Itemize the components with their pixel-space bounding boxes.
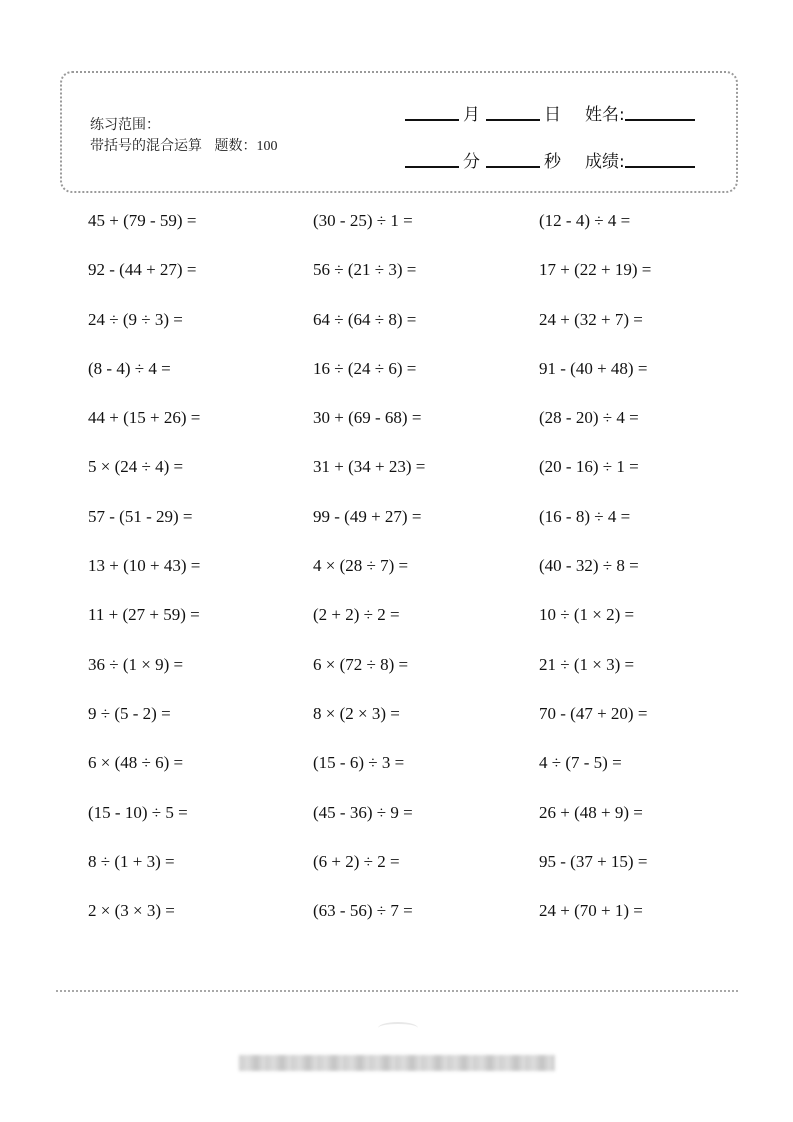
problem: 10 ÷ (1 × 2) =	[539, 605, 635, 625]
problem: (12 - 4) ÷ 4 =	[539, 211, 631, 230]
problem: (45 - 36) ÷ 9 =	[313, 802, 413, 822]
problem: 56 ÷ (21 ÷ 3) =	[313, 260, 417, 280]
worksheet-header	[60, 71, 738, 193]
range-label: 练习范围：	[90, 117, 160, 133]
problem: 36 ÷ (1 × 9) =	[88, 654, 184, 674]
problem: 26 + (48 + 9) =	[539, 802, 643, 822]
problem: 4 ÷ (7 - 5) =	[539, 753, 622, 773]
problem: 9 ÷ (5 - 2) =	[88, 703, 171, 723]
problem: (63 - 56) ÷ 7 =	[313, 901, 413, 921]
score-blank[interactable]	[625, 166, 695, 168]
problem: 30 + (69 - 68) =	[313, 408, 422, 428]
problem: (8 - 4) ÷ 4 =	[88, 358, 171, 378]
problem: 6 × (72 ÷ 8) =	[313, 654, 409, 674]
range-and-count	[90, 136, 277, 157]
problem: (15 - 10) ÷ 5 =	[88, 802, 188, 822]
problem: 31 + (34 + 23) =	[313, 457, 426, 477]
blurred-footer-watermark	[239, 1055, 555, 1071]
problem: 91 - (40 + 48) =	[539, 358, 648, 378]
problem: 17 + (22 + 19) =	[539, 260, 652, 280]
problem: 11 + (27 + 59) =	[88, 605, 200, 625]
problem: 99 - (49 + 27) =	[313, 506, 422, 526]
problem: (15 - 6) ÷ 3 =	[313, 753, 405, 773]
problem: (40 - 32) ÷ 8 =	[539, 556, 639, 576]
range-value: 带括号的混合运算	[90, 138, 202, 154]
problem: (16 - 8) ÷ 4 =	[539, 506, 631, 526]
problem: 64 ÷ (64 ÷ 8) =	[313, 309, 417, 329]
problem: (6 + 2) ÷ 2 =	[313, 851, 400, 871]
problem: (28 - 20) ÷ 4 =	[539, 408, 639, 428]
problem: 24 + (70 + 1) =	[539, 901, 643, 921]
problem-grid	[88, 209, 748, 948]
problem: 57 - (51 - 29) =	[88, 506, 193, 526]
name-label: 姓名:	[585, 105, 625, 125]
problem: (2 + 2) ÷ 2 =	[313, 605, 400, 625]
problem: 95 - (37 + 15) =	[539, 851, 648, 871]
footer-divider	[56, 990, 738, 992]
problem: 21 ÷ (1 × 3) =	[539, 654, 635, 674]
day-label: 日	[544, 105, 561, 125]
problem: (30 - 25) ÷ 1 =	[313, 211, 413, 230]
time-score-row	[405, 147, 695, 172]
name-blank[interactable]	[625, 119, 695, 121]
second-label: 秒	[544, 152, 561, 172]
problem: 45 + (79 - 59) =	[88, 211, 197, 230]
practice-info	[90, 115, 277, 157]
problem: 70 - (47 + 20) =	[539, 703, 648, 723]
problem: 44 + (15 + 26) =	[88, 408, 201, 428]
day-blank[interactable]	[486, 119, 540, 121]
minute-blank[interactable]	[405, 166, 459, 168]
problem: (20 - 16) ÷ 1 =	[539, 457, 639, 477]
footer-decoration	[378, 1022, 418, 1034]
minute-label: 分	[463, 152, 480, 172]
score-label: 成绩:	[585, 152, 625, 172]
problem: 24 + (32 + 7) =	[539, 309, 643, 329]
date-name-row	[405, 100, 695, 125]
problem: 8 ÷ (1 + 3) =	[88, 851, 175, 871]
problem: 16 ÷ (24 ÷ 6) =	[313, 358, 417, 378]
count-value: 100	[256, 139, 278, 154]
problem: 8 × (2 × 3) =	[313, 703, 400, 723]
problem: 2 × (3 × 3) =	[88, 901, 175, 921]
count-label: 题数：	[214, 138, 257, 154]
problem: 6 × (48 ÷ 6) =	[88, 753, 184, 773]
problem: 24 ÷ (9 ÷ 3) =	[88, 309, 183, 329]
problem: 5 × (24 ÷ 4) =	[88, 457, 184, 477]
problem: 13 + (10 + 43) =	[88, 556, 201, 576]
month-label: 月	[463, 105, 480, 125]
month-blank[interactable]	[405, 119, 459, 121]
problem: 92 - (44 + 27) =	[88, 260, 197, 280]
problem: 4 × (28 ÷ 7) =	[313, 556, 409, 576]
second-blank[interactable]	[486, 166, 540, 168]
